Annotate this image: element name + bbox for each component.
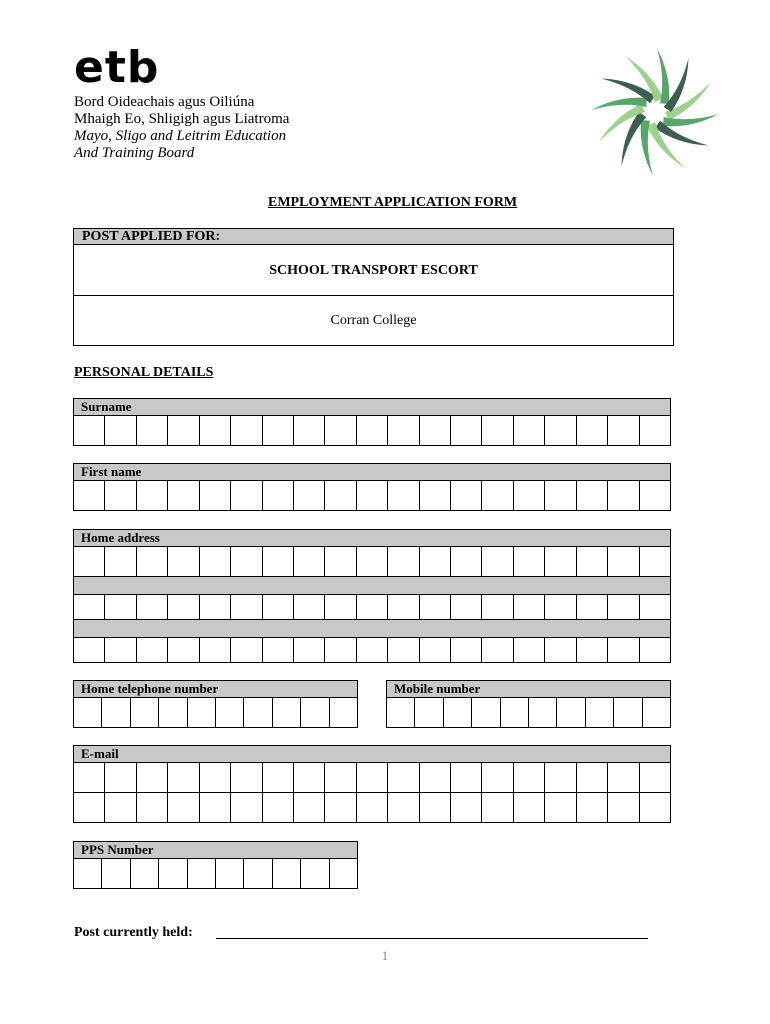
input-cell[interactable] — [513, 763, 544, 792]
input-cell[interactable] — [136, 416, 167, 445]
input-cell[interactable] — [387, 481, 418, 510]
input-cell[interactable] — [215, 698, 243, 727]
input-cell[interactable] — [199, 763, 230, 792]
input-cell[interactable] — [187, 859, 215, 888]
input-cell[interactable] — [481, 547, 512, 576]
home-address-line1-grid[interactable] — [73, 546, 671, 577]
input-cell[interactable] — [419, 547, 450, 576]
input-cell[interactable] — [544, 595, 575, 619]
post-currently-held-field[interactable] — [216, 938, 648, 939]
input-cell[interactable] — [324, 638, 355, 662]
input-cell[interactable] — [642, 698, 670, 727]
input-cell[interactable] — [199, 481, 230, 510]
input-cell[interactable] — [513, 595, 544, 619]
input-cell[interactable] — [136, 547, 167, 576]
input-cell[interactable] — [513, 638, 544, 662]
input-cell[interactable] — [607, 595, 638, 619]
input-cell[interactable] — [74, 859, 101, 888]
input-cell[interactable] — [324, 416, 355, 445]
input-cell[interactable] — [639, 547, 670, 576]
input-cell[interactable] — [544, 638, 575, 662]
input-cell[interactable] — [607, 763, 638, 792]
input-cell[interactable] — [230, 763, 261, 792]
org-name-english-2: And Training Board — [74, 145, 195, 161]
personal-details-title: PERSONAL DETAILS — [74, 365, 214, 380]
input-cell[interactable] — [576, 416, 607, 445]
input-cell[interactable] — [450, 547, 481, 576]
input-cell[interactable] — [450, 793, 481, 822]
input-cell[interactable] — [262, 793, 293, 822]
input-cell[interactable] — [576, 763, 607, 792]
pps-label: PPS Number — [73, 841, 358, 859]
input-cell[interactable] — [356, 638, 387, 662]
input-cell[interactable] — [419, 638, 450, 662]
post-location: Corran College — [330, 313, 417, 328]
mobile-input-grid[interactable] — [386, 697, 671, 728]
input-cell[interactable] — [130, 859, 158, 888]
input-cell[interactable] — [167, 595, 198, 619]
input-cell[interactable] — [74, 547, 104, 576]
input-cell[interactable] — [293, 547, 324, 576]
input-cell[interactable] — [74, 763, 104, 792]
input-cell[interactable] — [300, 698, 328, 727]
input-cell[interactable] — [419, 763, 450, 792]
input-cell[interactable] — [450, 638, 481, 662]
input-cell[interactable] — [481, 763, 512, 792]
input-cell[interactable] — [556, 698, 584, 727]
input-cell[interactable] — [262, 547, 293, 576]
input-cell[interactable] — [481, 595, 512, 619]
input-cell[interactable] — [74, 481, 104, 510]
input-cell[interactable] — [167, 547, 198, 576]
input-cell[interactable] — [130, 698, 158, 727]
input-cell[interactable] — [639, 638, 670, 662]
input-cell[interactable] — [74, 698, 101, 727]
input-cell[interactable] — [329, 698, 357, 727]
org-name-irish-1: Bord Oideachais agus Oiliúna — [74, 94, 255, 110]
etb-emblem-icon — [590, 50, 720, 175]
post-applied-box — [73, 228, 674, 346]
input-cell[interactable] — [387, 793, 418, 822]
emblem-blade — [653, 106, 709, 165]
input-cell[interactable] — [230, 793, 261, 822]
input-cell[interactable] — [136, 763, 167, 792]
post-currently-held-label: Post currently held: — [74, 925, 193, 940]
input-cell[interactable] — [544, 763, 575, 792]
input-cell[interactable] — [199, 547, 230, 576]
input-cell[interactable] — [136, 638, 167, 662]
input-cell[interactable] — [387, 638, 418, 662]
input-cell[interactable] — [387, 763, 418, 792]
input-cell[interactable] — [387, 698, 414, 727]
input-cell[interactable] — [471, 698, 499, 727]
input-cell[interactable] — [356, 547, 387, 576]
input-cell[interactable] — [74, 595, 104, 619]
input-cell[interactable] — [450, 416, 481, 445]
input-cell[interactable] — [544, 481, 575, 510]
input-cell[interactable] — [167, 481, 198, 510]
input-cell[interactable] — [585, 698, 613, 727]
input-cell[interactable] — [576, 793, 607, 822]
input-cell[interactable] — [324, 547, 355, 576]
input-cell[interactable] — [230, 638, 261, 662]
input-cell[interactable] — [419, 595, 450, 619]
input-cell[interactable] — [419, 416, 450, 445]
input-cell[interactable] — [443, 698, 471, 727]
input-cell[interactable] — [607, 638, 638, 662]
home-address-label: Home address — [73, 529, 671, 547]
input-cell[interactable] — [199, 793, 230, 822]
input-cell[interactable] — [136, 481, 167, 510]
input-cell[interactable] — [293, 595, 324, 619]
input-cell[interactable] — [272, 698, 300, 727]
input-cell[interactable] — [513, 416, 544, 445]
input-cell[interactable] — [324, 481, 355, 510]
input-cell[interactable] — [356, 416, 387, 445]
input-cell[interactable] — [607, 547, 638, 576]
input-cell[interactable] — [513, 547, 544, 576]
org-name-irish-2: Mhaigh Eo, Shligigh agus Liatroma — [74, 111, 290, 127]
input-cell[interactable] — [639, 793, 670, 822]
input-cell[interactable] — [167, 416, 198, 445]
input-cell[interactable] — [262, 416, 293, 445]
input-cell[interactable] — [230, 547, 261, 576]
input-cell[interactable] — [639, 481, 670, 510]
input-cell[interactable] — [300, 859, 328, 888]
input-cell[interactable] — [544, 793, 575, 822]
input-cell[interactable] — [199, 595, 230, 619]
post-title: SCHOOL TRANSPORT ESCORT — [74, 245, 673, 296]
input-cell[interactable] — [639, 416, 670, 445]
emblem-blade — [601, 60, 657, 119]
input-cell[interactable] — [356, 793, 387, 822]
email-line1-grid[interactable] — [73, 762, 671, 793]
input-cell[interactable] — [387, 547, 418, 576]
input-cell[interactable] — [293, 481, 324, 510]
first-name-input-grid[interactable] — [73, 480, 671, 511]
input-cell[interactable] — [74, 793, 104, 822]
input-cell[interactable] — [293, 763, 324, 792]
input-cell[interactable] — [607, 793, 638, 822]
input-cell[interactable] — [104, 638, 135, 662]
address-separator — [73, 620, 671, 637]
input-cell[interactable] — [230, 481, 261, 510]
page-number: 1 — [381, 948, 389, 963]
input-cell[interactable] — [576, 547, 607, 576]
input-cell[interactable] — [243, 698, 271, 727]
input-cell[interactable] — [293, 793, 324, 822]
input-cell[interactable] — [136, 595, 167, 619]
input-cell[interactable] — [74, 638, 104, 662]
input-cell[interactable] — [104, 793, 135, 822]
input-cell[interactable] — [293, 638, 324, 662]
input-cell[interactable] — [576, 638, 607, 662]
input-cell[interactable] — [104, 481, 135, 510]
input-cell[interactable] — [158, 698, 186, 727]
input-cell[interactable] — [481, 481, 512, 510]
input-cell[interactable] — [199, 416, 230, 445]
input-cell[interactable] — [101, 859, 129, 888]
input-cell[interactable] — [243, 859, 271, 888]
input-cell[interactable] — [500, 698, 528, 727]
input-cell[interactable] — [576, 481, 607, 510]
input-cell[interactable] — [356, 763, 387, 792]
input-cell[interactable] — [414, 698, 442, 727]
input-cell[interactable] — [356, 481, 387, 510]
email-line2-grid[interactable] — [73, 792, 671, 823]
form-title: EMPLOYMENT APPLICATION FORM — [268, 195, 518, 210]
input-cell[interactable] — [450, 481, 481, 510]
input-cell[interactable] — [104, 763, 135, 792]
input-cell[interactable] — [450, 595, 481, 619]
input-cell[interactable] — [167, 638, 198, 662]
input-cell[interactable] — [158, 859, 186, 888]
mobile-label: Mobile number — [386, 680, 671, 698]
pps-input-grid[interactable] — [73, 858, 358, 889]
etb-logo-text: etb — [74, 42, 160, 93]
input-cell[interactable] — [639, 763, 670, 792]
input-cell[interactable] — [136, 793, 167, 822]
input-cell[interactable] — [528, 698, 556, 727]
input-cell[interactable] — [293, 416, 324, 445]
input-cell[interactable] — [167, 763, 198, 792]
input-cell[interactable] — [324, 793, 355, 822]
home-address-line3-grid[interactable] — [73, 637, 671, 663]
emblem-blade — [649, 58, 708, 114]
input-cell[interactable] — [329, 859, 357, 888]
input-cell[interactable] — [544, 547, 575, 576]
input-cell[interactable] — [513, 793, 544, 822]
input-cell[interactable] — [639, 595, 670, 619]
input-cell[interactable] — [356, 595, 387, 619]
input-cell[interactable] — [387, 595, 418, 619]
emblem-blade — [603, 110, 662, 166]
surname-label: Surname — [73, 398, 671, 416]
input-cell[interactable] — [607, 481, 638, 510]
input-cell[interactable] — [104, 547, 135, 576]
input-cell[interactable] — [419, 793, 450, 822]
input-cell[interactable] — [187, 698, 215, 727]
input-cell[interactable] — [262, 763, 293, 792]
input-cell[interactable] — [101, 698, 129, 727]
input-cell[interactable] — [419, 481, 450, 510]
input-cell[interactable] — [481, 638, 512, 662]
input-cell[interactable] — [230, 595, 261, 619]
input-cell[interactable] — [262, 481, 293, 510]
org-name-english-1: Mayo, Sligo and Leitrim Education — [74, 128, 287, 144]
email-label: E-mail — [73, 745, 671, 763]
input-cell[interactable] — [481, 416, 512, 445]
input-cell[interactable] — [607, 416, 638, 445]
input-cell[interactable] — [324, 763, 355, 792]
home-telephone-label: Home telephone number — [73, 680, 358, 698]
input-cell[interactable] — [199, 638, 230, 662]
surname-input-grid[interactable] — [73, 415, 671, 446]
input-cell[interactable] — [167, 793, 198, 822]
input-cell[interactable] — [262, 638, 293, 662]
input-cell[interactable] — [481, 793, 512, 822]
input-cell[interactable] — [450, 763, 481, 792]
address-separator — [73, 577, 671, 594]
input-cell[interactable] — [104, 595, 135, 619]
input-cell[interactable] — [576, 595, 607, 619]
input-cell[interactable] — [74, 416, 104, 445]
input-cell[interactable] — [324, 595, 355, 619]
first-name-label: First name — [73, 463, 671, 481]
input-cell[interactable] — [387, 416, 418, 445]
home-telephone-input-grid[interactable] — [73, 697, 358, 728]
input-cell[interactable] — [104, 416, 135, 445]
post-applied-label: POST APPLIED FOR: — [74, 229, 673, 245]
input-cell[interactable] — [215, 859, 243, 888]
home-address-line2-grid[interactable] — [73, 594, 671, 620]
input-cell[interactable] — [262, 595, 293, 619]
input-cell[interactable] — [613, 698, 641, 727]
input-cell[interactable] — [513, 481, 544, 510]
input-cell[interactable] — [544, 416, 575, 445]
input-cell[interactable] — [230, 416, 261, 445]
input-cell[interactable] — [272, 859, 300, 888]
